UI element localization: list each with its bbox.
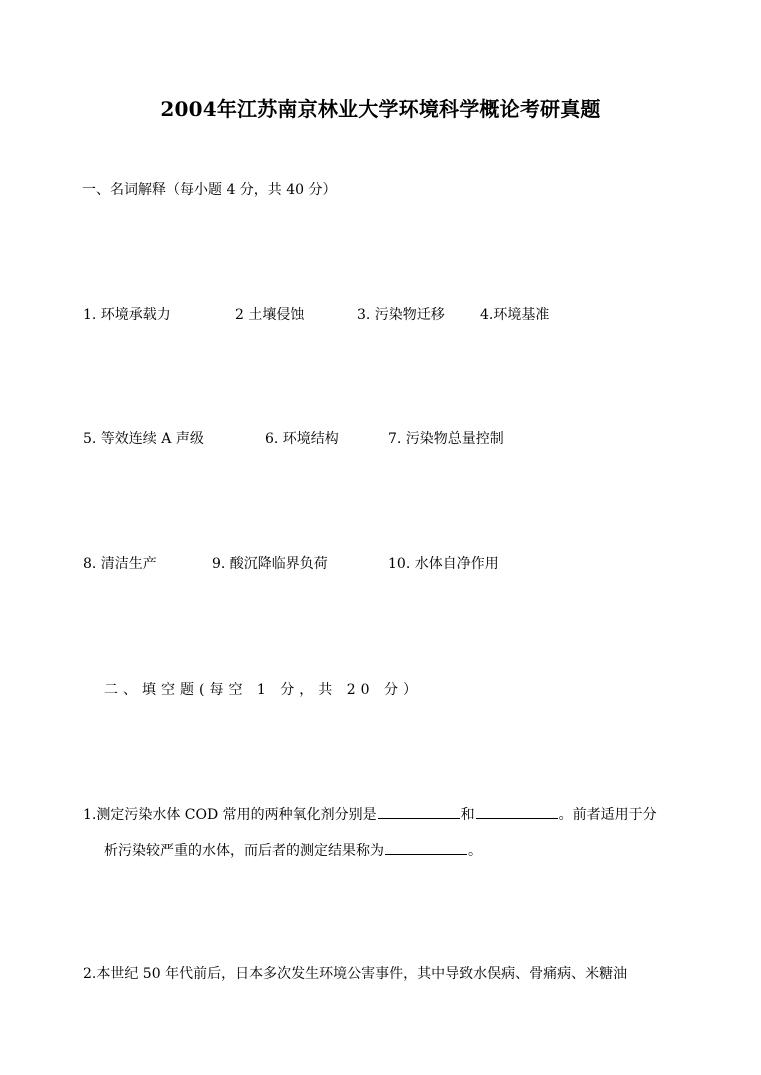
term-item: 3. 污染物迁移 xyxy=(357,307,445,323)
question-1-text-e: 。 xyxy=(468,843,482,859)
answer-blank xyxy=(385,853,467,855)
document-title: 2004年江苏南京林业大学环境科学概论考研真题 xyxy=(160,97,601,121)
question-1-text-b: 和 xyxy=(460,807,475,823)
answer-blank xyxy=(476,817,558,819)
question-1-text-d: 析污染较严重的水体，而后者的测定结果称为 xyxy=(104,843,384,859)
question-1-line-2 xyxy=(104,841,482,861)
question-1-line-1 xyxy=(83,805,657,825)
question-2-line-1: 2.本世纪 50 年代前后，日本多次发生环境公害事件，其中导致水俣病、骨痛病、米糖油 xyxy=(83,966,628,982)
question-1-text-c: 。前者适用于分 xyxy=(558,807,657,823)
term-item: 1. 环境承载力 xyxy=(83,307,171,323)
term-item: 10. 水体自净作用 xyxy=(388,556,499,572)
section2-heading: 二、填空题(每空 1 分，共 20 分） xyxy=(104,682,422,698)
term-item: 9. 酸沉降临界负荷 xyxy=(212,556,328,572)
answer-blank xyxy=(378,817,460,819)
section1-heading: 一、名词解释（每小题 4 分，共 40 分） xyxy=(82,182,337,198)
term-item: 5. 等效连续 A 声级 xyxy=(83,431,204,447)
term-item: 6. 环境结构 xyxy=(265,431,339,447)
term-item: 4.环境基准 xyxy=(480,307,550,323)
question-1-text-a: 1.测定污染水体 COD 常用的两种氧化剂分别是 xyxy=(83,807,377,823)
term-item: 8. 清洁生产 xyxy=(83,556,157,572)
term-item: 7. 污染物总量控制 xyxy=(388,431,504,447)
term-item: 2 土壤侵蚀 xyxy=(235,307,305,323)
